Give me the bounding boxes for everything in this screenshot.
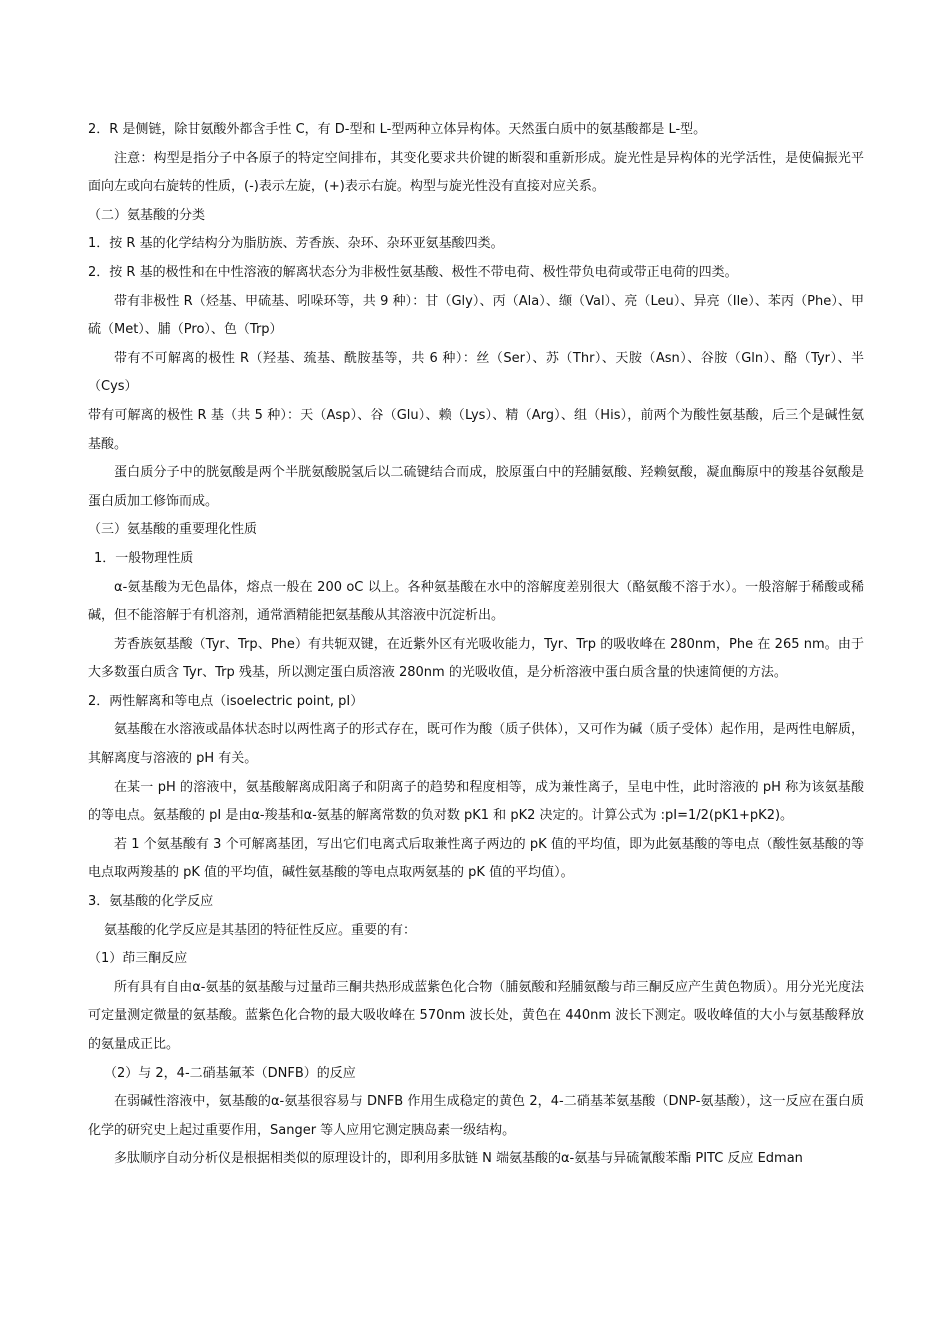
paragraph-zwitterion: 氨基酸在水溶液或晶体状态时以两性离子的形式存在，既可作为酸（质子供体），又可作为碱（质子受体）起作用，是两性电解质，其解离度与溶液的 pH 有关。 bbox=[88, 722, 864, 767]
paragraph-classification-polarity: 2．按 R 基的极性和在中性溶液的解离状态分为非极性氨基酸、极性不带电荷、极性带负电荷或带正电荷的四类。 bbox=[88, 264, 738, 280]
paragraph-crystal-solubility: α-氨基酸为无色晶体，熔点一般在 200 oC 以上。各种氨基酸在水中的溶解度差别很大（酪氨酸不溶于水）。一般溶解于稀酸或稀碱，但不能溶解于有机溶剂，通常酒精能把氨基酸从其溶液中沉淀析出。 bbox=[88, 579, 864, 624]
paragraph-uv-absorption: 芳香族氨基酸（Tyr、Trp、Phe）有共轭双键，在近紫外区有光吸收能力，Tyr、Trp 的吸收峰在 280nm，Phe 在 265 nm。由于大多数蛋白质含 Tyr、Trp 残基，所以测定蛋白质溶液 280nm 的光吸收值，是分析溶液中蛋白质含量的快速简便的方法。 bbox=[88, 636, 864, 681]
paragraph-uncharged-polar-r: 带有不可解离的极性 R（羟基、巯基、酰胺基等，共 6 种）：丝（Ser）、苏（Thr）、天胺（Asn）、谷胺（Gln）、酪（Tyr）、半（Cys） bbox=[88, 350, 864, 395]
subheading-chemical-reactions: 3．氨基酸的化学反应 bbox=[88, 894, 214, 910]
paragraph-charged-polar-r: 带有可解离的极性 R 基（共 5 种）：天（Asp）、谷（Glu）、赖（Lys）、精（Arg）、组（His），前两个为酸性氨基酸，后三个是碱性氨基酸。 bbox=[88, 407, 864, 452]
paragraph-note-configuration: 注意：构型是指分子中各原子的特定空间排布，其变化要求共价键的断裂和重新形成。旋光性是异构体的光学活性，是使偏振光平面向左或向右旋转的性质，(-)表示左旋，(+)表示右旋。构型与旋光性没有直接对应关系。 bbox=[88, 150, 864, 195]
subheading-dnfb: （2）与 2，4-二硝基氟苯（DNFB）的反应 bbox=[104, 1065, 356, 1081]
section-heading-classification: （二）氨基酸的分类 bbox=[88, 207, 206, 223]
paragraph-cystine: 蛋白质分子中的胱氨酸是两个半胱氨酸脱氢后以二硫键结合而成，胶原蛋白中的羟脯氨酸、羟赖氨酸，凝血酶原中的羧基谷氨酸是蛋白质加工修饰而成。 bbox=[88, 465, 864, 509]
paragraph-dnfb: 在弱碱性溶液中，氨基酸的α-氨基很容易与 DNFB 作用生成稳定的黄色 2，4-二硝基苯氨基酸（DNP-氨基酸），这一反应在蛋白质化学的研究史上起过重要作用，Sanger 等人应用它测定胰岛素一级结构。 bbox=[88, 1094, 864, 1138]
paragraph-chirality: 2．R 是侧链，除甘氨酸外都含手性 C，有 D-型和 L-型两种立体异构体。天然蛋白质中的氨基酸都是 L-型。 bbox=[88, 122, 707, 137]
paragraph-reactions-intro: 氨基酸的化学反应是其基团的特征性反应。重要的有： bbox=[104, 922, 417, 938]
subheading-physical-properties: 1．一般物理性质 bbox=[94, 550, 194, 566]
document-page bbox=[88, 116, 864, 1174]
paragraph-pi-definition: 在某一 pH 的溶液中，氨基酸解离成阳离子和阴离子的趋势和程度相等，成为兼性离子，呈电中性，此时溶液的 pH 称为该氨基酸的等电点。氨基酸的 pI 是由α-羧基和α-氨基的解离常数的负对数 pK1 和 pK2 决定的。计算公式为 :pI=1/2(pK1+pK2)。 bbox=[88, 779, 864, 824]
paragraph-ninhydrin: 所有具有自由α-氨基的氨基酸与过量茚三酮共热形成蓝紫色化合物（脯氨酸和羟脯氨酸与茚三酮反应产生黄色物质）。用分光光度法可定量测定微量的氨基酸。蓝紫色化合物的最大吸收峰在 570nm 波长处，黄色在 440nm 波长下测定。吸收峰值的大小与氨基酸释放的氨量成正比。 bbox=[88, 979, 864, 1052]
paragraph-edman: 多肽顺序自动分析仪是根据相类似的原理设计的，即利用多肽链 N 端氨基酸的α-氨基与异硫氰酸苯酯 PITC 反应 Edman bbox=[114, 1151, 803, 1167]
paragraph-classification-structure: 1．按 R 基的化学结构分为脂肪族、芳香族、杂环、杂环亚氨基酸四类。 bbox=[88, 236, 504, 252]
subheading-isoelectric-point: 2．两性解离和等电点（isoelectric point, pI） bbox=[88, 693, 364, 709]
subheading-ninhydrin: （1）茚三酮反应 bbox=[88, 951, 188, 967]
section-heading-properties: （三）氨基酸的重要理化性质 bbox=[88, 522, 258, 538]
paragraph-three-groups: 若 1 个氨基酸有 3 个可解离基团，写出它们电离式后取兼性离子两边的 pK 值的平均值，即为此氨基酸的等电点（酸性氨基酸的等电点取两羧基的 pK 值的平均值，碱性氨基酸的等电点取两氨基的 pK 值的平均值）。 bbox=[88, 836, 864, 881]
paragraph-nonpolar-r: 带有非极性 R（烃基、甲硫基、吲哚环等，共 9 种）：甘（Gly）、丙（Ala）、缬（Val）、亮（Leu）、异亮（Ile）、苯丙（Phe）、甲硫（Met）、脯（Pro）、色（Trp） bbox=[88, 293, 864, 338]
